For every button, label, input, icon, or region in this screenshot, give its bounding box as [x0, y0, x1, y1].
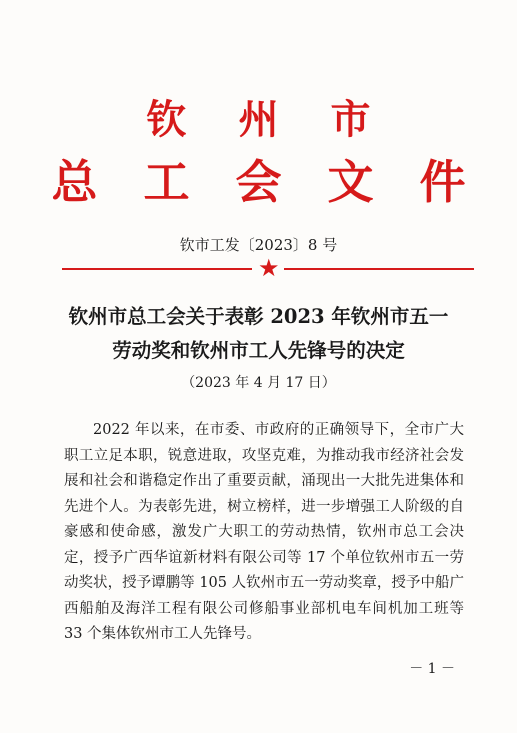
divider-line-left: [62, 268, 252, 270]
title-line-1: 钦州市总工会关于表彰 2023 年钦州市五一: [68, 305, 449, 328]
document-type-heading: 总工会文件: [51, 155, 512, 209]
body-paragraph: 2022 年以来，在市委、市政府的正确领导下，全市广大职工立足本职，锐意进取，攻坚克难，为推动我市经济社会发展和社会和谐稳定作出了重要贡献，涌现出一大批先进集体和先进个人。为表彰先进，树立榜样，进一步增强工人阶级的自豪感和使命感，激发广大职工的劳动热情，钦州市总工会决定，授予广西华谊新材料有限公司等 17 个单位钦州市五一劳动奖状，授予谭鹏等 105 人钦州市五一劳动奖章，授予中船广西船舶及海洋工程有限公司修船事业部机电车间机加工班等 33 个集体钦州市工人先锋号。: [64, 422, 464, 642]
red-divider: [62, 254, 474, 282]
page-number: － 1 －: [409, 661, 455, 677]
star-icon: ★: [258, 254, 280, 282]
title-line-2: 劳动奖和钦州市工人先锋号的决定: [112, 339, 405, 362]
divider-line-right: [284, 268, 474, 270]
document-title: [40, 300, 477, 368]
document-date: （2023 年 4 月 17 日）: [181, 375, 336, 391]
issuing-org-name: 钦州市: [146, 96, 423, 143]
document-number: 钦市工发〔2023〕8 号: [179, 236, 338, 254]
